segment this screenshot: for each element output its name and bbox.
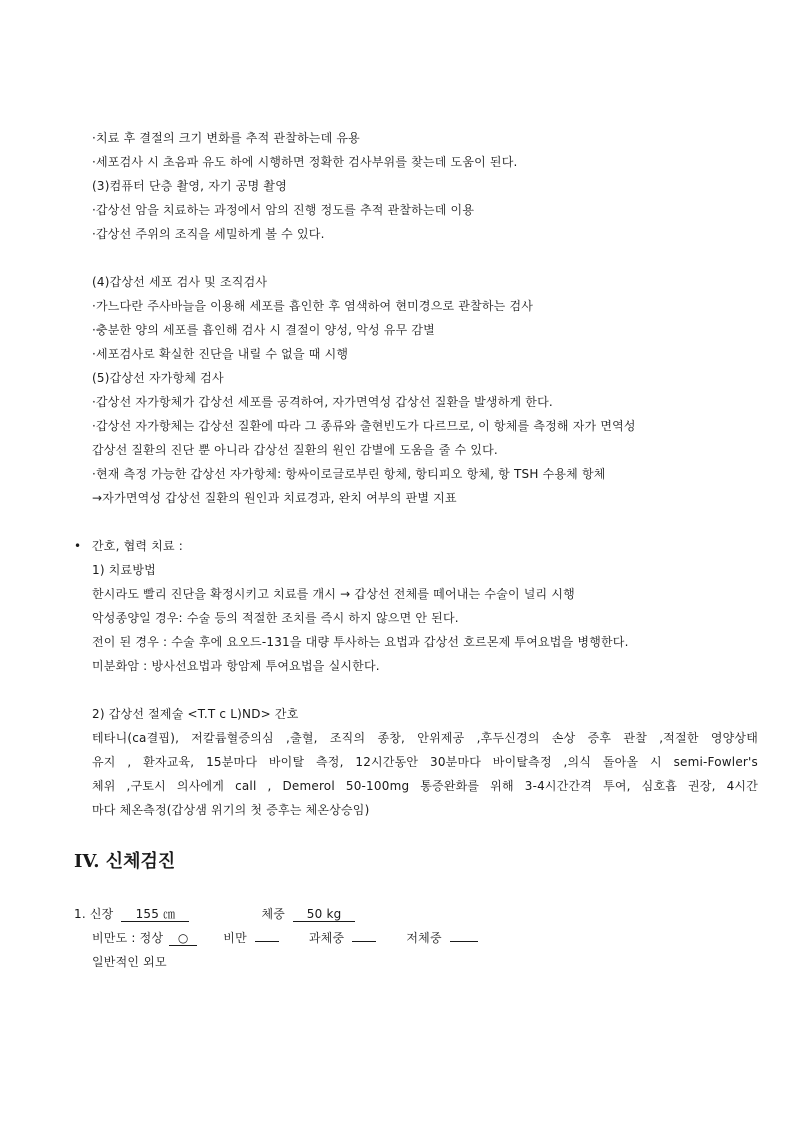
text-line: 테타니(ca결핍), 저칼륨혈증의심 ,출혈, 조직의 종창, 안위제공 ,후두신경의 손상 증후 관찰 ,적절한 영양상태 bbox=[92, 731, 758, 745]
section-title: 간호, 협력 치료 : bbox=[92, 539, 184, 553]
text-line: 갑상선 질환의 진단 뿐 아니라 갑상선 질환의 원인 감별에 도움을 줄 수 있다. bbox=[92, 443, 498, 457]
text-line: ·충분한 양의 세포를 흡인해 검사 시 결절이 양성, 악성 유무 감별 bbox=[92, 323, 435, 337]
text-line: 체위 ,구토시 의사에게 call , Demerol 50-100mg 통증완화를 위해 3-4시간간격 투여, 심호흡 권장, 4시간 bbox=[92, 779, 758, 793]
text-line: ·갑상선 주위의 조직을 세밀하게 볼 수 있다. bbox=[92, 227, 325, 241]
obesity-label: 비만도 : 정상 bbox=[92, 931, 164, 945]
text-line: ·갑상선 자가항체가 갑상선 세포를 공격하여, 자가면역성 갑상선 질환을 발생하게 한다. bbox=[92, 395, 553, 409]
overweight-blank bbox=[352, 941, 376, 942]
subsection-title: (3)컴퓨터 단층 촬영, 자기 공명 촬영 bbox=[92, 179, 287, 193]
text-line: ·세포검사 시 초음파 유도 하에 시행하면 정확한 검사부위를 찾는데 도움이 된다. bbox=[92, 155, 518, 169]
overweight-label: 과체중 bbox=[308, 931, 345, 945]
bullet-icon: • bbox=[74, 539, 82, 553]
text-line: 전이 된 경우 : 수술 후에 요오드-131을 대량 투사하는 요법과 갑상선 호르몬제 투여요법을 병행한다. bbox=[92, 635, 629, 649]
weight-label: 체중 bbox=[261, 907, 286, 921]
section-heading: IV. 신체검진 bbox=[74, 851, 176, 872]
text-line: ·갑상선 자가항체는 갑상선 질환에 따라 그 종류와 출현빈도가 다르므로, 이 항체를 측정해 자가 면역성 bbox=[92, 419, 636, 433]
subsection-title: 2) 갑상선 절제술 <T.T c L)ND> 간호 bbox=[92, 707, 299, 721]
text-line: ·치료 후 결절의 크기 변화를 추적 관찰하는데 유용 bbox=[92, 131, 360, 145]
obesity-row bbox=[92, 930, 478, 946]
height-value: 155 ㎝ bbox=[121, 907, 189, 922]
text-line: ·현재 측정 가능한 갑상선 자가항체: 항싸이로글로부린 항체, 항티피오 항체, 항 TSH 수용체 항체 bbox=[92, 467, 606, 481]
height-label: 1. 신장 bbox=[74, 907, 114, 921]
text-line: 미분화암 : 방사선요법과 항암제 투여요법을 실시한다. bbox=[92, 659, 380, 673]
text-line: 마다 체온측정(갑상샘 위기의 첫 증후는 체온상승임) bbox=[92, 803, 370, 817]
text-line: ·가느다란 주사바늘을 이용해 세포를 흡인한 후 염색하여 현미경으로 관찰하는 검사 bbox=[92, 299, 534, 313]
text-line: 유지 , 환자교육, 15분마다 바이탈 측정, 12시간동안 30분마다 바이탈측정 ,의식 돌아올 시 semi-Fowler's bbox=[92, 755, 758, 769]
underweight-blank bbox=[450, 941, 478, 942]
obese-label: 비만 bbox=[223, 931, 247, 945]
appearance-label: 일반적인 외모 bbox=[92, 955, 167, 969]
text-line: ·갑상선 암을 치료하는 과정에서 암의 진행 정도를 추적 관찰하는데 이용 bbox=[92, 203, 475, 217]
obese-blank bbox=[255, 941, 279, 942]
subsection-title: (4)갑상선 세포 검사 및 조직검사 bbox=[92, 275, 268, 289]
subsection-title: 1) 치료방법 bbox=[92, 563, 156, 577]
height-row bbox=[74, 906, 355, 922]
weight-value: 50 kg bbox=[293, 907, 355, 922]
normal-mark: ○ bbox=[169, 931, 197, 946]
underweight-label: 저체중 bbox=[406, 931, 442, 945]
text-line: 악성종양일 경우: 수술 등의 적절한 조치를 즉시 하지 않으면 안 된다. bbox=[92, 611, 459, 625]
text-line: →자가면역성 갑상선 질환의 원인과 치료경과, 완치 여부의 판별 지표 bbox=[92, 491, 457, 505]
text-line: 한시라도 빨리 진단을 확정시키고 치료를 개시 → 갑상선 전체를 떼어내는 수술이 널리 시행 bbox=[92, 587, 575, 601]
subsection-title: (5)갑상선 자가항체 검사 bbox=[92, 371, 224, 385]
text-line: ·세포검사로 확실한 진단을 내릴 수 없을 때 시행 bbox=[92, 347, 349, 361]
